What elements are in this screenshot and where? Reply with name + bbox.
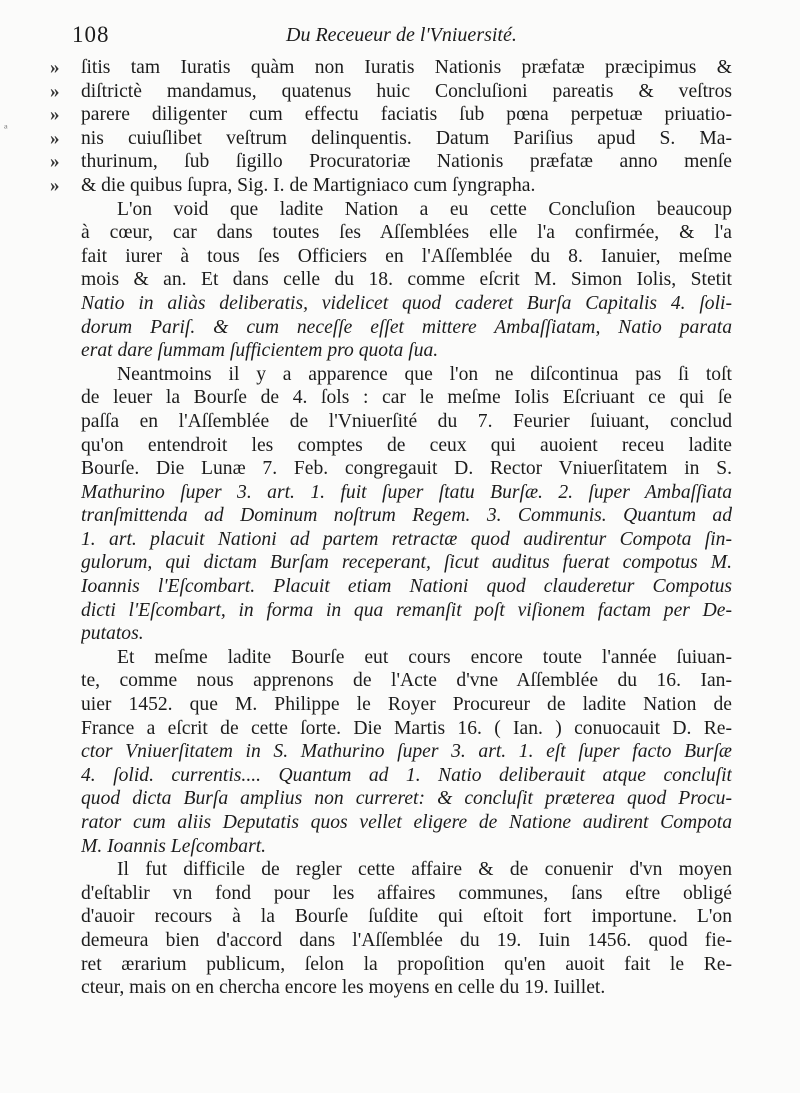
text-line: demeura bien d'accord dans l'Aſſemblée du 19. Iuin 1456. quod fie- [81,929,732,951]
text-line: Neantmoins il y a apparence que l'on ne diſcontinua pas ſi toſt [117,363,732,385]
quotation-margin-marks [50,56,80,198]
text-line: ctor Vniuerſitatem in S. Mathurino ſuper 3. art. 1. eſt ſuper facto Burſæ [81,741,732,763]
text-line: te, comme nous apprenons de l'Acte d'vne Aſſemblée du 16. Ian- [81,670,732,692]
text-line: 1. art. placuit Nationi ad partem retractæ quod audirentur Compota ſin- [81,528,732,550]
page-body-text [81,56,732,1000]
text-line: ret ærarium publicum, ſelon la propoſition qu'en auoit fait le Re- [81,953,732,975]
text-line: qu'on entendroit les comptes de ceux qui auoient receu ladite [81,434,732,456]
text-line: 4. ſolid. currentis.... Quantum ad 1. Natio deliberauit atque concluſit [81,764,732,786]
quotation-mark: » [50,174,60,196]
text-line: tranſmittenda ad Dominum noſtrum Regem. 3. Communis. Quantum ad [81,505,732,527]
text-line: d'auoir recours à la Bourſe ſuſdite qui eſtoit fort importune. L'on [81,906,732,928]
text-line: parere diligenter cum effectu faciatis ſub pœna perpetuæ priuatio- [81,104,732,126]
text-line: nis cuiuſlibet veſtrum delinquentis. Datum Pariſius apud S. Ma- [81,127,732,149]
text-line: thurinum, ſub ſigillo Procuratoriæ Nationis præfatæ anno menſe [81,151,732,173]
quotation-mark: » [50,80,60,102]
margin-note: ª [4,122,8,137]
text-line: diſtrictè mandamus, quatenus huic Concluſioni pareatis & veſtros [81,80,732,102]
running-title: Du Receueur de l'Vniuersité. [286,24,517,46]
text-line: paſſa en l'Aſſemblée de l'Vniuerſité du 7. Feurier ſuiuant, conclud [81,410,732,432]
text-line: & die quibus ſupra, Sig. I. de Martigniaco cum ſyngrapha. [81,174,536,196]
text-line: Mathurino ſuper 3. art. 1. fuit ſuper ſtatu Burſæ. 2. ſuper Ambaſſiata [81,481,732,503]
running-head [0,22,800,52]
page-number: 108 [72,22,110,47]
paragraph [81,646,732,858]
text-line: ſitis tam Iuratis quàm non Iuratis Nationis præfatæ præcipimus & [81,57,732,78]
quotation-mark: » [50,127,60,149]
text-line: dicti l'Eſcombart, in forma in qua remanſit poſt viſionem factam per De- [81,599,732,621]
text-line: dorum Pariſ. & cum neceſſe eſſet mittere Ambaſſiatam, Natio parata [81,316,732,338]
text-line: M. Ioannis Leſcombart. [81,835,267,857]
text-line: quod dicta Burſa amplius non curreret: & concluſit præterea quod Procu- [81,788,732,810]
text-line: fait iurer à tous ſes Officiers en l'Aſſemblée du 8. Ianuier, meſme [81,245,732,267]
text-line: Ioannis l'Eſcombart. Placuit etiam Nationi quod clauderetur Compotus [81,576,732,598]
text-line: Et meſme ladite Bourſe eut cours encore toute l'année ſuiuan- [117,646,732,668]
text-line: d'eſtablir vn fond pour les affaires communes, ſans eſtre obligé [81,882,732,904]
text-line: rator cum aliis Deputatis quos vellet eligere de Natione audirent Compota [81,812,732,833]
paragraph [81,363,732,646]
text-line: erat dare ſummam ſufficientem pro quota ſua. [81,340,439,362]
text-line: Bourſe. Die Lunæ 7. Feb. congregauit D. Rector Vniuerſitatem in S. [81,458,732,480]
text-line: Il fut difficile de regler cette affaire & de conuenir d'vn moyen [117,859,732,881]
paragraph [81,858,732,1000]
text-line: uier 1452. que M. Philippe le Royer Procureur de ladite Nation de [81,694,732,716]
text-line: Natio in aliàs deliberatis, videlicet quod caderet Burſa Capitalis 4. ſoli- [81,292,732,314]
quotation-mark: » [50,104,60,126]
text-line: ctеur, mais on en chercha encore les moyens en celle du 19. Iuillet. [81,977,606,999]
text-line: de leuer la Bourſe de 4. ſols : car le meſme Iolis Eſcriuant ce qui ſe [81,387,732,409]
paragraph [81,56,732,198]
text-line: à cœur, car dans toutes ſes Aſſemblées elle l'a confirmée, & l'a [81,222,732,244]
quotation-mark: » [50,151,60,173]
paragraph [81,198,732,363]
text-line: putatos. [81,623,144,645]
text-line: France a eſcrit de cette ſorte. Die Martis 16. ( Ian. ) conuocauit D. Re- [81,717,732,739]
text-line: L'on void que ladite Nation a eu cette Concluſion beaucoup [117,198,732,220]
quotation-mark: » [50,57,60,78]
text-line: gulorum, qui dictam Burſam receperant, ſicut auditus fuerat compotus M. [81,552,732,574]
text-line: mois & an. Et dans celle du 18. comme eſcrit M. Simon Iolis, Stetit [81,269,732,291]
